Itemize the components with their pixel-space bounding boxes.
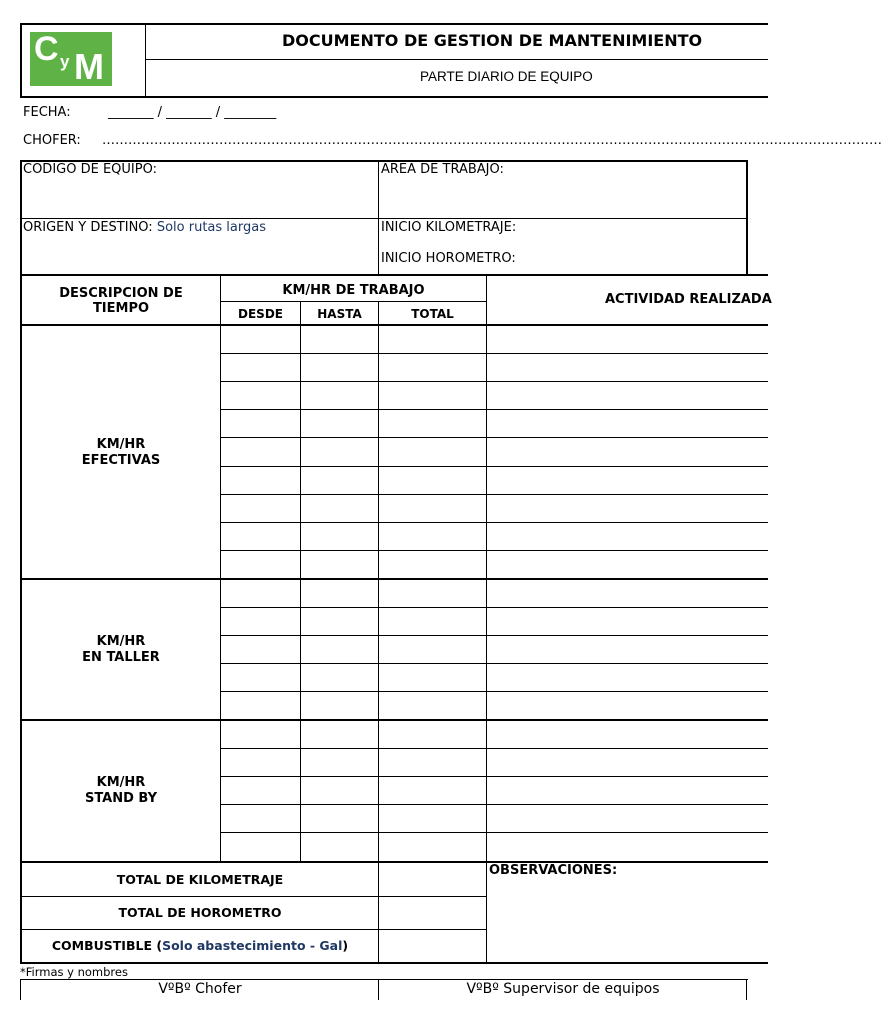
section-standby-line2: STAND BY [84,791,158,806]
section-efectivas-label [22,437,220,469]
total-kilometraje-label: TOTAL DE KILOMETRAJE [116,872,284,887]
company-logo [30,32,112,86]
col-hasta-header: HASTA [317,307,362,321]
combustible-label [22,938,378,953]
inicio-kilometraje-label: INICIO KILOMETRAJE: [381,220,517,235]
col-descripcion-line1: DESCRIPCION DE [59,286,183,301]
col-descripcion-header [22,286,220,316]
observaciones-label: OBSERVACIONES: [489,863,618,878]
origen-destino-text: ORIGEN Y DESTINO: [23,220,153,235]
fecha-label: FECHA: [23,105,71,120]
logo-letter-c: C [34,30,59,68]
inicio-horometro-label: INICIO HOROMETRO: [381,251,516,266]
origen-destino-label [23,220,266,235]
combustible-note: Solo abastecimiento - Gal [162,938,343,953]
vb-chofer-label: VºBº Chofer [158,981,242,997]
vb-supervisor-label: VºBº Supervisor de equipos [466,981,660,997]
section-taller-line1: KM/HR [96,634,146,649]
section-standby-line1: KM/HR [96,775,146,790]
section-efectivas-line2: EFECTIVAS [81,453,161,468]
col-descripcion-line2: TIEMPO [92,301,150,316]
chofer-value[interactable]: ……………………………………………………………………………………………………………………………………………………………… [102,133,882,148]
document-subtitle: PARTE DIARIO DE EQUIPO [420,69,593,84]
codigo-equipo-label: CODIGO DE EQUIPO: [23,162,157,177]
section-standby-label [22,775,220,807]
combustible-close: ) [342,938,349,953]
origen-destino-note: Solo rutas largas [156,220,266,235]
col-kmhr-header: KM/HR DE TRABAJO [282,283,425,298]
firmas-note: *Firmas y nombres [20,965,128,979]
section-taller-line2: EN TALLER [82,650,160,665]
combustible-text: COMBUSTIBLE ( [51,938,163,953]
col-total-header: TOTAL [411,307,454,321]
total-horometro-label: TOTAL DE HOROMETRO [118,905,282,920]
logo-letter-y: y [60,52,70,71]
section-efectivas-line1: KM/HR [96,437,146,452]
area-trabajo-label: AREA DE TRABAJO: [381,162,504,177]
col-actividad-header: ACTIVIDAD REALIZADA [605,292,772,307]
document-title: DOCUMENTO DE GESTION DE MANTENIMIENTO [282,31,703,50]
logo-letter-m: M [74,46,104,87]
col-desde-header: DESDE [238,307,283,321]
fecha-value[interactable]: _______ / _______ / ________ [108,105,277,120]
chofer-label: CHOFER: [23,133,81,148]
section-taller-label [22,634,220,666]
